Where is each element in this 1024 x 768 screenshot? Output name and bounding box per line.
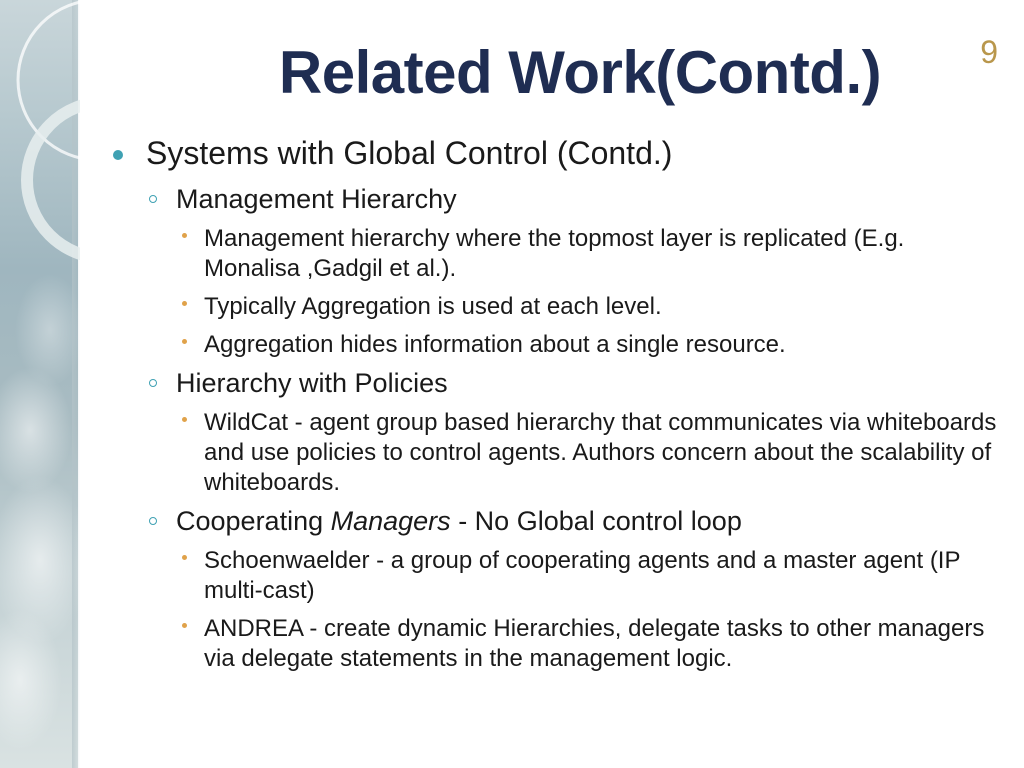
detail-list [176, 224, 1004, 360]
sub-bullet-text: Hierarchy with Policies [176, 368, 448, 399]
hollow-circle-bullet-icon [149, 517, 157, 525]
sub-bullet-text-suffix: - No Global control loop [450, 506, 742, 537]
detail-list [176, 408, 1004, 498]
small-dot-bullet-icon [182, 233, 187, 238]
sub-bullet-text: Management Hierarchy [176, 184, 457, 215]
sub-bullet-management-hierarchy [146, 184, 1004, 360]
slide-content [108, 134, 1004, 682]
hollow-circle-bullet-icon [149, 379, 157, 387]
detail-text: Aggregation hides information about a single resource. [204, 331, 786, 359]
sub-bullet-hierarchy-with-policies [146, 368, 1004, 498]
detail-list [176, 546, 1004, 674]
small-dot-bullet-icon [182, 339, 187, 344]
small-dot-bullet-icon [182, 301, 187, 306]
detail-item [176, 224, 1004, 284]
detail-text: Schoenwaelder - a group of cooperating agents and a master agent (IP multi-cast) [204, 546, 961, 604]
main-bullet [108, 134, 1004, 674]
filled-dot-bullet-icon [113, 150, 123, 160]
detail-item [176, 292, 1004, 322]
small-dot-bullet-icon [182, 555, 187, 560]
detail-text: ANDREA - create dynamic Hierarchies, delegate tasks to other managers via delegate statements in the management logic. [204, 614, 985, 672]
sub-bullet-text-italic: Managers [330, 506, 451, 537]
page-number: 9 [980, 34, 998, 70]
detail-text: WildCat - agent group based hierarchy that communicates via whiteboards and use policies to control agents. Authors concern about the scalability of whiteboards. [204, 409, 997, 497]
small-dot-bullet-icon [182, 623, 187, 628]
main-bullet-text: Systems with Global Control (Contd.) [146, 135, 673, 171]
sub-bullet-cooperating-managers [146, 506, 1004, 674]
detail-item [176, 614, 1004, 674]
detail-text: Management hierarchy where the topmost layer is replicated (E.g. Monalisa ,Gadgil et al.). [204, 225, 905, 283]
detail-item [176, 408, 1004, 498]
ring-decoration-icon [0, 0, 80, 260]
detail-item [176, 546, 1004, 606]
hollow-circle-bullet-icon [149, 195, 157, 203]
small-dot-bullet-icon [182, 417, 187, 422]
slide-title: Related Work(Contd.) [278, 39, 882, 106]
detail-item [176, 330, 1004, 360]
detail-text: Typically Aggregation is used at each level. [204, 293, 662, 321]
sub-bullet-text-prefix: Cooperating [176, 506, 331, 537]
sub-bullet-list [146, 184, 1004, 674]
